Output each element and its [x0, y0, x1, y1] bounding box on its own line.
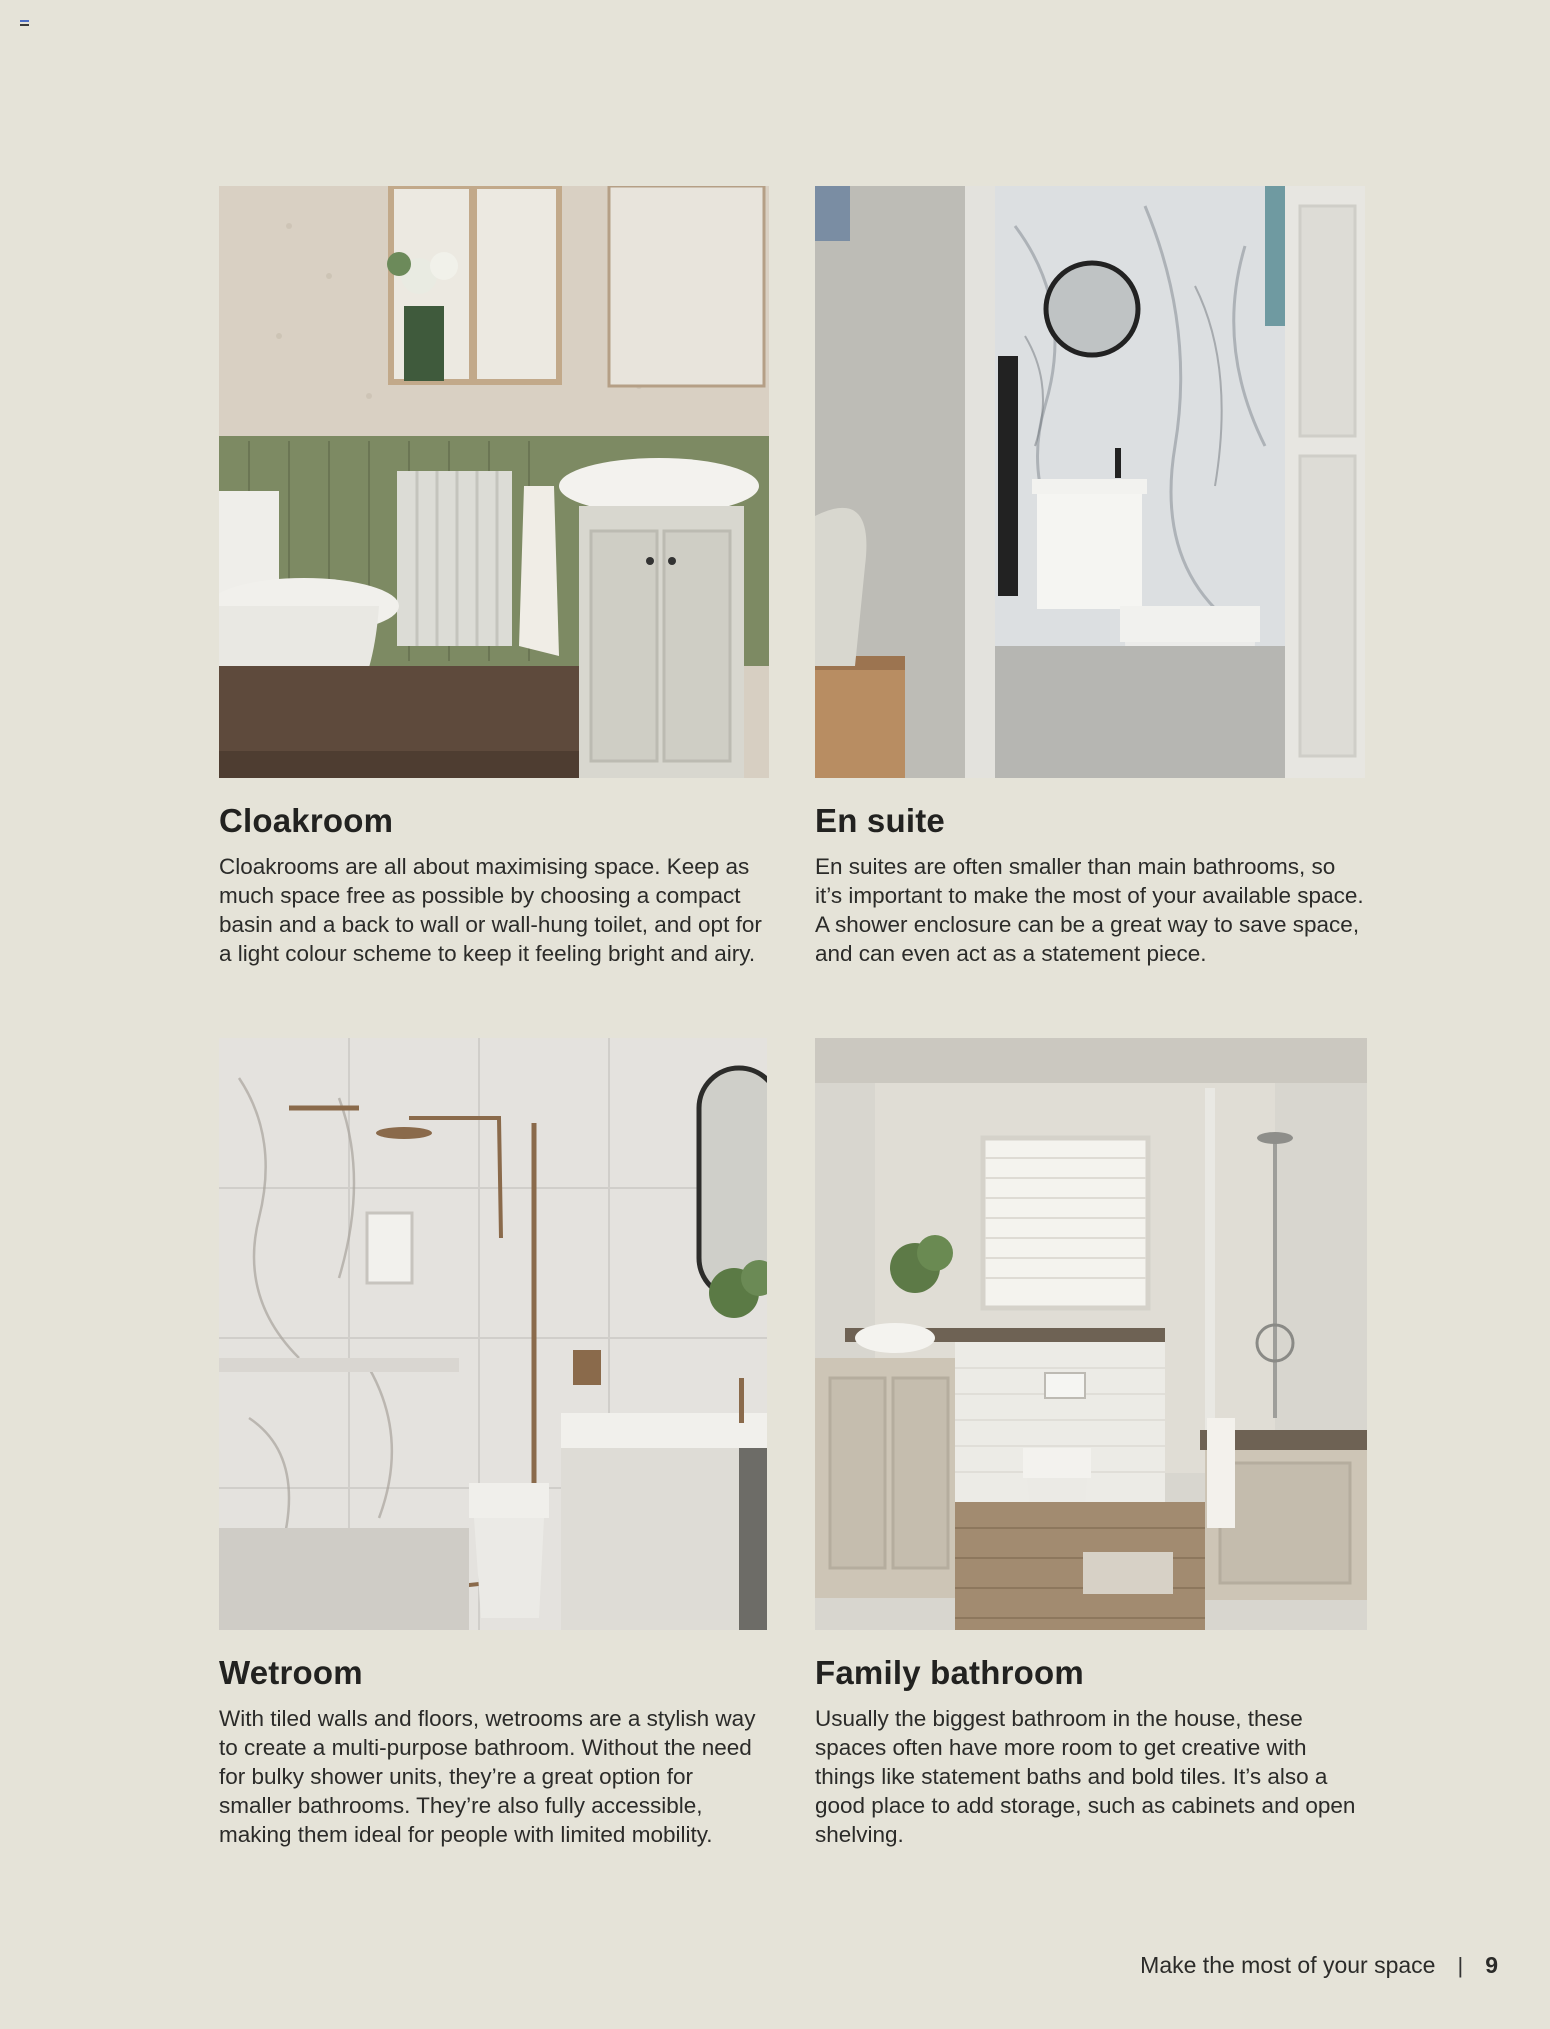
ensuite-description: En suites are often smaller than main bathrooms, so it’s important to make the most of your available space. A shower enclosure can be a great way to save space, and can even act as a statement piece. — [815, 854, 1364, 966]
wetroom-card — [219, 1038, 767, 1849]
ensuite-card — [815, 186, 1365, 968]
family-bathroom-photo-illustration — [815, 1038, 1367, 1630]
wetroom-photo-illustration — [219, 1038, 767, 1630]
wetroom-photo — [219, 1038, 767, 1630]
ensuite-photo — [815, 186, 1365, 778]
cloakroom-photo — [219, 186, 769, 778]
cloakroom-card — [219, 186, 769, 968]
corner-mark-line-blue — [20, 20, 29, 22]
ensuite-photo-illustration — [815, 186, 1365, 778]
corner-mark-line-dark — [20, 24, 29, 26]
family-bathroom-heading: Family bathroom — [815, 1654, 1084, 1691]
cloakroom-photo-illustration — [219, 186, 769, 778]
family-bathroom-description: Usually the biggest bathroom in the house, these spaces often have more room to get creative with things like statement baths and bold tiles. It’s also a good place to add storage, such as cabinets and open shelving. — [815, 1706, 1356, 1847]
family-bathroom-photo — [815, 1038, 1367, 1630]
wetroom-description: With tiled walls and floors, wetrooms are a stylish way to create a multi-purpose bathroom. Without the need for bulky shower units, they’re a great option for smaller bathrooms. They’re also fully accessible, making them ideal for people with limited mobility. — [219, 1706, 756, 1847]
page-number: 9 — [1485, 1952, 1498, 1978]
family-bathroom-card — [815, 1038, 1367, 1849]
page-footer — [1140, 1952, 1498, 1979]
cloakroom-heading: Cloakroom — [219, 802, 394, 839]
ensuite-heading: En suite — [815, 802, 945, 839]
footer-section-label: Make the most of your space — [1140, 1952, 1436, 1978]
footer-separator: | — [1457, 1952, 1464, 1978]
cloakroom-description: Cloakrooms are all about maximising space. Keep as much space free as possible by choosing a compact basin and a back to wall or wall-hung toilet, and opt for a light colour scheme to keep it feeling bright and airy. — [219, 854, 762, 966]
corner-mark — [20, 20, 29, 26]
wetroom-heading: Wetroom — [219, 1654, 363, 1691]
